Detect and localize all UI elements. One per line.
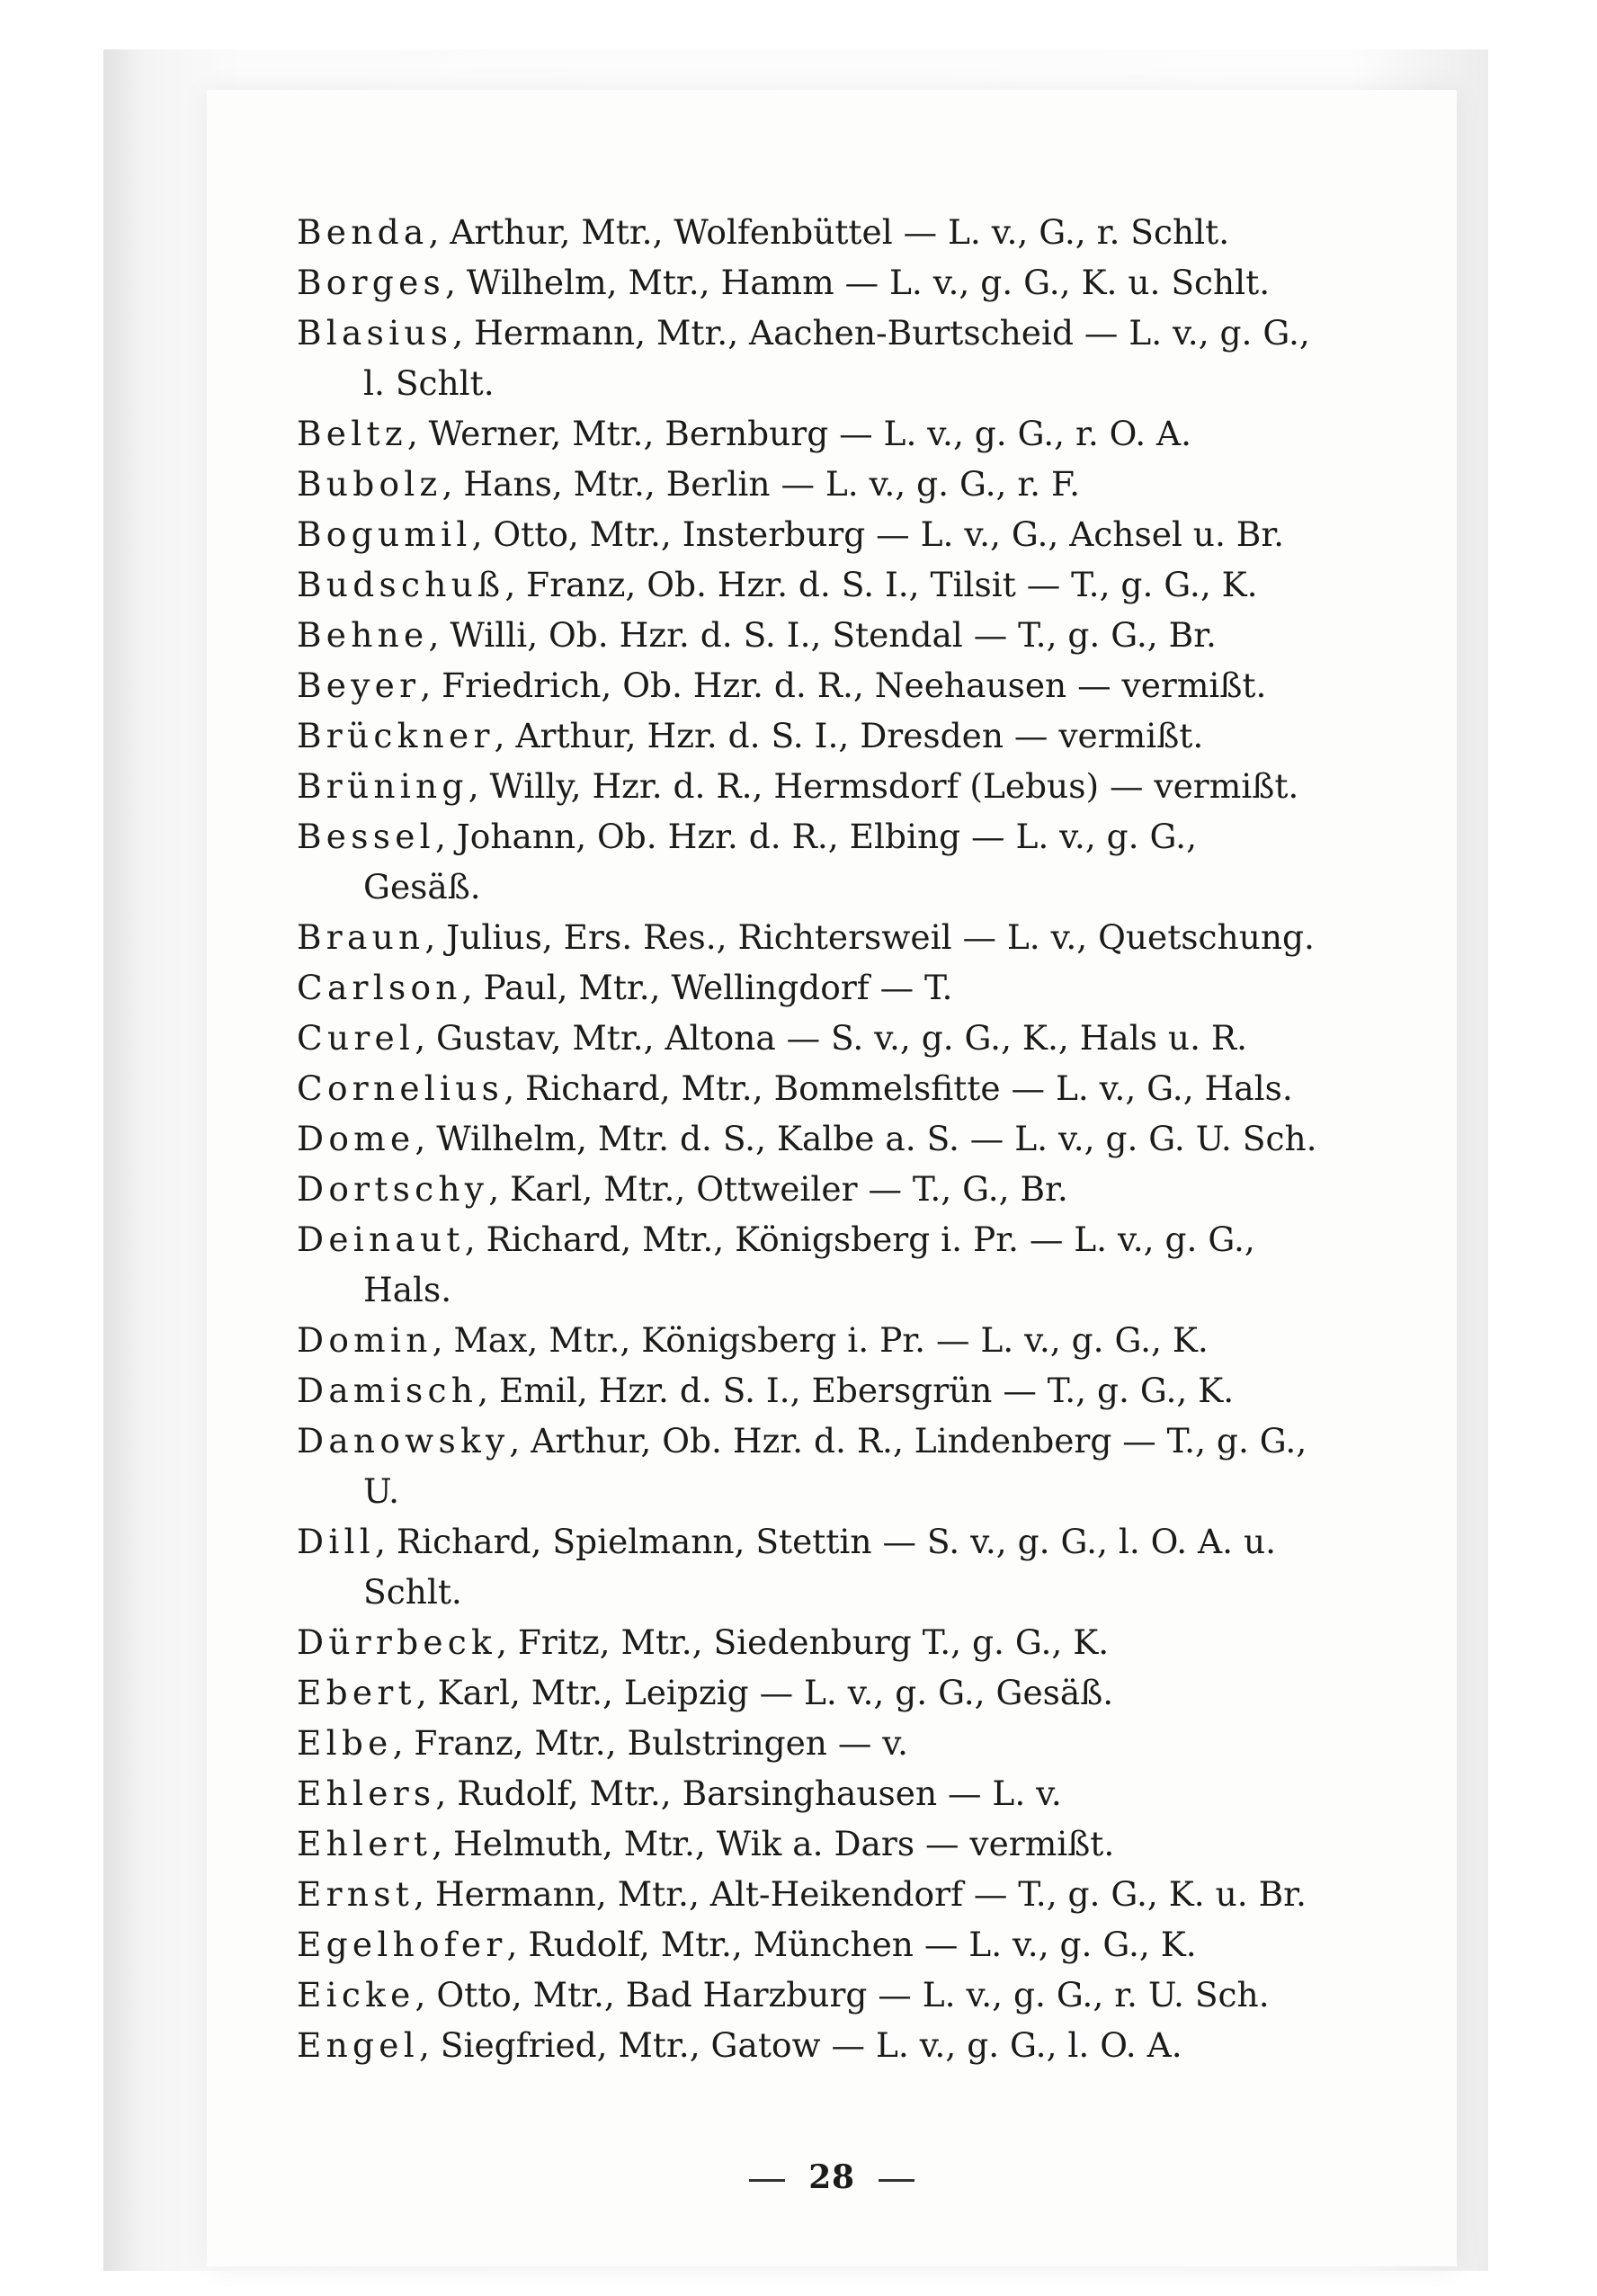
list-item xyxy=(297,912,1322,962)
entry-details: , Franz, Mtr., Bulstringen — v. xyxy=(392,1723,908,1763)
list-item xyxy=(297,1919,1322,1970)
entry-surname: Bogumil xyxy=(297,514,472,554)
list-item xyxy=(297,1667,1322,1718)
entry-details: , Hermann, Mtr., Alt-Heikendorf — T., g. G., K. u. Br. xyxy=(414,1874,1307,1914)
list-item xyxy=(297,1315,1322,1365)
list-item xyxy=(297,207,1322,257)
entry-details: , Wilhelm, Mtr., Hamm — L. v., g. G., K. u. Schlt. xyxy=(445,263,1271,302)
entry-details: , Arthur, Hzr. d. S. I., Dresden — vermißt. xyxy=(494,716,1204,755)
entry-details: , Arthur, Mtr., Wolfenbüttel — L. v., G., r. Schlt. xyxy=(428,212,1230,252)
list-item xyxy=(297,710,1322,761)
entry-details: , Franz, Ob. Hzr. d. S. I., Tilsit — T., g. G., K. xyxy=(504,565,1258,604)
entry-surname: Behne xyxy=(297,615,429,655)
entry-details: , Richard, Mtr., Bommelsfitte — L. v., G., Hals. xyxy=(504,1068,1293,1108)
list-item xyxy=(297,1970,1322,2020)
entry-surname: Damisch xyxy=(297,1371,478,1410)
entry-surname: Curel xyxy=(297,1018,415,1058)
entry-details: , Helmuth, Mtr., Wik a. Dars — vermißt. xyxy=(432,1824,1115,1863)
list-item xyxy=(297,459,1322,509)
list-item xyxy=(297,761,1322,811)
entry-surname: Dürrbeck xyxy=(297,1622,496,1662)
page-number: 28 xyxy=(808,2158,855,2196)
entry-surname: Beltz xyxy=(297,414,407,453)
entry-details: , Wilhelm, Mtr. d. S., Kalbe a. S. — L. v., g. G. U. Sch. xyxy=(415,1119,1317,1158)
entry-details: , Hans, Mtr., Berlin — L. v., g. G., r. F. xyxy=(442,464,1081,504)
entry-surname: Ehlert xyxy=(297,1824,433,1863)
entry-surname: Dome xyxy=(297,1119,415,1158)
entry-surname: Domin xyxy=(297,1320,433,1360)
entry-surname: Cornelius xyxy=(297,1068,504,1108)
entry-details: , Hermann, Mtr., Aachen-Burtscheid — L. v., g. G., l. Schlt. xyxy=(363,313,1310,403)
entry-details: , Fritz, Mtr., Siedenburg T., g. G., K. xyxy=(496,1622,1110,1662)
list-item xyxy=(297,1768,1322,1818)
list-item xyxy=(297,257,1322,308)
entry-details: , Willy, Hzr. d. R., Hermsdorf (Lebus) — vermißt. xyxy=(468,766,1299,806)
entry-details: , Karl, Mtr., Leipzig — L. v., g. G., Gesäß. xyxy=(415,1673,1114,1712)
list-item xyxy=(297,1013,1322,1063)
list-item xyxy=(297,1416,1322,1516)
entry-details: , Gustav, Mtr., Altona — S. v., g. G., K., Hals u. R. xyxy=(415,1018,1248,1058)
entry-surname: Braun xyxy=(297,917,425,957)
list-item xyxy=(297,308,1322,408)
entry-details: , Willi, Ob. Hzr. d. S. I., Stendal — T., g. G., Br. xyxy=(428,615,1217,655)
list-item xyxy=(297,1214,1322,1315)
entry-details: , Johann, Ob. Hzr. d. R., Elbing — L. v., g. G., Gesäß. xyxy=(363,817,1197,907)
right-dash-ornament xyxy=(879,2179,914,2182)
list-item xyxy=(297,1063,1322,1113)
list-item xyxy=(297,1365,1322,1416)
list-item xyxy=(297,509,1322,559)
entry-surname: Bessel xyxy=(297,817,435,856)
list-item xyxy=(297,1718,1322,1768)
list-item xyxy=(297,610,1322,660)
entry-surname: Danowsky xyxy=(297,1421,510,1461)
entry-surname: Engel xyxy=(297,2025,419,2065)
entry-details: , Richard, Spielmann, Stettin — S. v., g. G., l. O. A. u. Schlt. xyxy=(363,1522,1277,1612)
entry-surname: Dill xyxy=(297,1522,376,1561)
list-item xyxy=(297,1869,1322,1919)
list-item xyxy=(297,1164,1322,1214)
list-item xyxy=(297,1617,1322,1667)
list-item xyxy=(297,660,1322,710)
page-number-footer xyxy=(207,2158,1457,2196)
entry-surname: Carlson xyxy=(297,968,462,1007)
entry-details: , Emil, Hzr. d. S. I., Ebersgrün — T., g. G., K. xyxy=(477,1371,1235,1410)
entry-surname: Beyer xyxy=(297,666,421,705)
entry-surname: Blasius xyxy=(297,313,453,353)
entry-details: , Max, Mtr., Königsberg i. Pr. — L. v., g. G., K. xyxy=(432,1320,1209,1360)
entry-surname: Ernst xyxy=(297,1874,415,1914)
entry-details: , Arthur, Ob. Hzr. d. R., Lindenberg — T., g. G., U. xyxy=(363,1421,1307,1511)
entry-details: , Karl, Mtr., Ottweiler — T., G., Br. xyxy=(488,1169,1068,1209)
entry-surname: Benda xyxy=(297,212,429,252)
list-item xyxy=(297,1113,1322,1164)
entry-details: , Otto, Mtr., Bad Harzburg — L. v., g. G., r. U. Sch. xyxy=(415,1975,1270,2015)
casualty-list xyxy=(297,207,1322,2070)
entry-surname: Budschuß xyxy=(297,565,505,604)
entry-details: , Siegfried, Mtr., Gatow — L. v., g. G., l. O. A. xyxy=(418,2025,1182,2065)
entry-details: , Friedrich, Ob. Hzr. d. R., Neehausen — vermißt. xyxy=(420,666,1267,705)
entry-details: , Werner, Mtr., Bernburg — L. v., g. G., r. O. A. xyxy=(406,414,1192,453)
list-item xyxy=(297,2020,1322,2070)
entry-surname: Borges xyxy=(297,263,446,302)
list-item xyxy=(297,1516,1322,1617)
entry-details: , Rudolf, Mtr., München — L. v., g. G., K. xyxy=(506,1925,1197,1964)
list-item xyxy=(297,962,1322,1013)
entry-details: , Julius, Ers. Res., Richtersweil — L. v., Quetschung. xyxy=(424,917,1315,957)
entry-details: , Richard, Mtr., Königsberg i. Pr. — L. v., g. G., Hals. xyxy=(363,1219,1255,1309)
entry-details: , Rudolf, Mtr., Barsinghausen — L. v. xyxy=(435,1773,1062,1813)
entry-surname: Eicke xyxy=(297,1975,415,2015)
entry-surname: Ehlers xyxy=(297,1773,436,1813)
list-item xyxy=(297,408,1322,459)
entry-details: , Paul, Mtr., Wellingdorf — T. xyxy=(461,968,953,1007)
entry-surname: Egelhofer xyxy=(297,1925,507,1964)
entry-surname: Dortschy xyxy=(297,1169,489,1209)
entry-surname: Brüning xyxy=(297,766,468,806)
left-dash-ornament xyxy=(749,2179,785,2182)
list-item xyxy=(297,811,1322,912)
entry-surname: Elbe xyxy=(297,1723,393,1763)
entry-surname: Deinaut xyxy=(297,1219,465,1259)
entry-surname: Brückner xyxy=(297,716,495,755)
document-page xyxy=(207,90,1457,2266)
entry-details: , Otto, Mtr., Insterburg — L. v., G., Achsel u. Br. xyxy=(471,514,1285,554)
list-item xyxy=(297,1818,1322,1869)
list-item xyxy=(297,559,1322,610)
entry-surname: Bubolz xyxy=(297,464,442,504)
entry-surname: Ebert xyxy=(297,1673,416,1712)
